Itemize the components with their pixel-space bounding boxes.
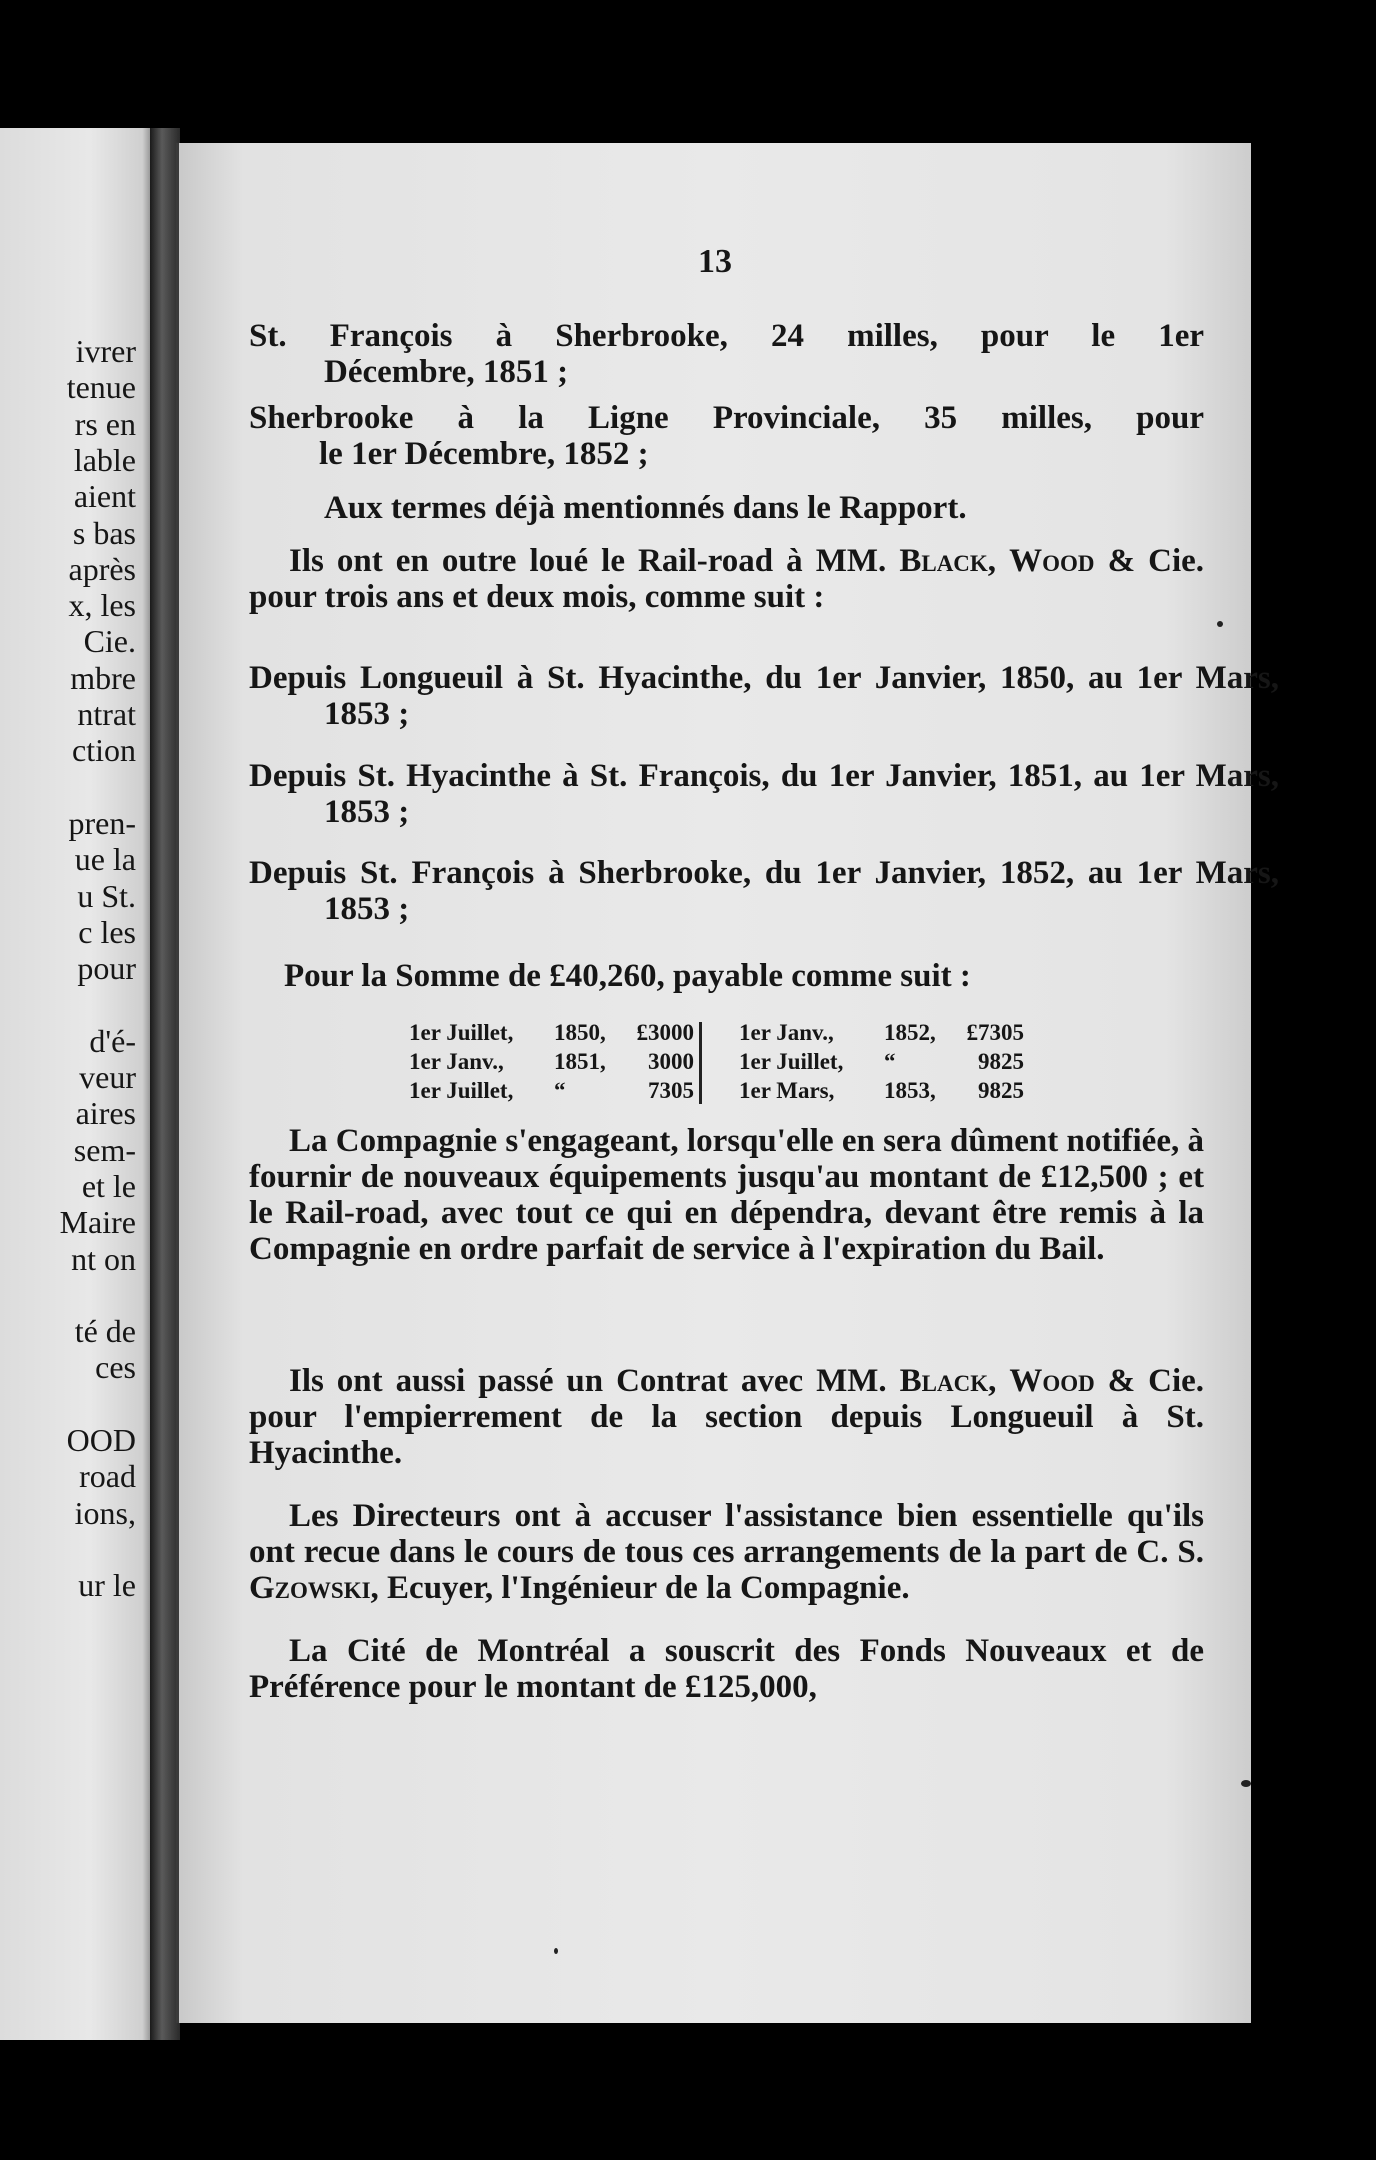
left-page-line: aires — [75, 1095, 136, 1132]
left-page-fragment — [0, 128, 150, 2040]
ink-speck — [1241, 1780, 1251, 1787]
left-page-line: ue la — [74, 841, 136, 878]
left-page-line: d'é- — [89, 1022, 136, 1059]
payment-date: 1er Mars, — [739, 1078, 835, 1103]
left-page-line: pour — [77, 950, 136, 987]
left-page-line: aient — [73, 478, 136, 515]
ink-speck — [554, 1948, 558, 1954]
paragraph-11-text-a: Les Directeurs ont à accuser l'assistance bien essentielle qu'ils ont recue dans le cours de tous ces arrangements de la part de C. S. — [249, 1498, 1204, 1570]
payment-row — [409, 1076, 694, 1105]
paragraph-6: Depuis St. Hyacinthe à St. François, du 1er Janvier, 1851, au 1er Mars, 1853 ; — [249, 758, 1279, 830]
payment-year: 1853, — [884, 1078, 936, 1103]
paragraph-4 — [249, 543, 1204, 615]
book-page — [176, 143, 1279, 2023]
paragraph-10-text-b: & Cie. pour l'empierrement de la section depuis Longueuil à St. Hyacinthe. — [249, 1363, 1205, 1471]
payment-divider — [699, 1022, 702, 1104]
paragraph-12: La Cité de Montréal a souscrit des Fonds Nouveaux et de Préférence pour le montant de £125,000, — [249, 1633, 1204, 1705]
left-page-line: nt on — [71, 1240, 136, 1277]
left-page-line: Cie. — [83, 623, 136, 660]
payment-date: 1er Janv., — [409, 1049, 504, 1074]
payment-row — [739, 1076, 1024, 1105]
left-page-line: ces — [95, 1349, 136, 1386]
name-wood: Wood — [1009, 543, 1095, 579]
payment-date: 1er Juillet, — [409, 1020, 514, 1045]
paragraph-1 — [249, 318, 1204, 390]
payment-year: “ — [554, 1078, 566, 1103]
payment-date: 1er Janv., — [739, 1020, 834, 1045]
paragraph-2-line-2: le 1er Décembre, 1852 ; — [319, 436, 649, 472]
paragraph-11-text-b: Ecuyer, l'Ingénieur de la Compagnie. — [378, 1570, 910, 1606]
left-page-line: s bas — [72, 514, 136, 551]
left-page-line: u St. — [77, 877, 136, 914]
left-page-line: pren- — [68, 804, 136, 841]
paragraph-4-text-a: Ils ont en outre loué le Rail-road à MM. — [289, 543, 900, 579]
paragraph-8: Pour la Somme de £40,260, payable comme suit : — [284, 958, 971, 994]
left-page-line: lable — [73, 441, 136, 478]
payment-amount: £7305 — [966, 1020, 1024, 1045]
payment-date: 1er Juillet, — [739, 1049, 844, 1074]
left-page-line: sem- — [73, 1131, 136, 1168]
paragraph-10-text-a: Ils ont aussi passé un Contrat avec MM. — [289, 1363, 900, 1399]
payment-row — [739, 1047, 1024, 1076]
page-number: 13 — [698, 243, 732, 280]
name-black: Black, — [899, 543, 997, 579]
paragraph-10 — [249, 1363, 1204, 1471]
payment-row — [739, 1018, 1024, 1047]
paragraph-5: Depuis Longueuil à St. Hyacinthe, du 1er Janvier, 1850, au 1er Mars, 1853 ; — [249, 660, 1279, 732]
paragraph-7: Depuis St. François à Sherbrooke, du 1er Janvier, 1852, au 1er Mars, 1853 ; — [249, 855, 1279, 927]
left-page-line: et le — [81, 1167, 136, 1204]
left-page-line: ntrat — [77, 696, 136, 732]
name-black-2: Black, — [899, 1363, 997, 1399]
payment-column-right — [739, 1018, 1024, 1105]
payment-amount: 3000 — [648, 1049, 694, 1074]
name-wood-2: Wood — [1009, 1363, 1095, 1399]
payment-year: 1851, — [554, 1049, 606, 1074]
paragraph-2 — [249, 400, 1204, 472]
left-page-line: OOD — [66, 1422, 136, 1458]
paragraph-9: La Compagnie s'engageant, lorsqu'elle en sera dûment notifiée, à fournir de nouveaux équipements jusqu'au montant de £12,500 ; et le Rail-road, avec tout ce qui en dépendra, devant être remis à la Compagnie en ordre parfait de service à l'expiration du Bail. — [249, 1123, 1204, 1267]
left-page-line: rs en — [74, 405, 136, 442]
left-page-line: mbre — [70, 659, 136, 696]
payment-row — [409, 1018, 694, 1047]
payment-year: 1850, — [554, 1020, 606, 1045]
left-page-line: ur le — [78, 1567, 136, 1604]
payment-amount: 9825 — [978, 1049, 1024, 1074]
left-page-line: ction — [72, 732, 136, 769]
payment-year: 1852, — [884, 1020, 936, 1045]
payment-amount: 7305 — [648, 1078, 694, 1103]
left-page-line: tenue — [66, 369, 136, 406]
left-page-line: té de — [74, 1313, 136, 1350]
paragraph-3: Aux termes déjà mentionnés dans le Rapport. — [324, 490, 967, 526]
paragraph-1-line-2: Décembre, 1851 ; — [324, 354, 569, 390]
left-page-line: road — [79, 1458, 136, 1495]
payment-date: 1er Juillet, — [409, 1078, 514, 1103]
left-page-line: après — [68, 550, 136, 587]
left-page-line: Maire — [59, 1204, 136, 1241]
paragraph-2-line-1: Sherbrooke à la Ligne Provinciale, 35 milles, pour — [249, 400, 1204, 436]
left-page-line: ivrer — [75, 333, 136, 369]
name-gzowski: Gzowski, — [249, 1570, 379, 1606]
left-page-line: c les — [78, 913, 136, 950]
payment-column-left — [409, 1018, 694, 1105]
left-page-line: ions, — [74, 1494, 136, 1531]
payment-amount: £3000 — [636, 1020, 694, 1045]
ink-speck — [1217, 621, 1223, 627]
left-page-line: veur — [79, 1059, 136, 1095]
paragraph-11 — [249, 1498, 1204, 1606]
paragraph-1-line-1: St. François à Sherbrooke, 24 milles, pour le 1er — [249, 318, 1204, 354]
payment-year: “ — [884, 1049, 896, 1074]
left-page-line: x, les — [68, 587, 136, 624]
payment-amount: 9825 — [978, 1078, 1024, 1103]
paragraph-4-text-b: & Cie. pour trois ans et deux mois, comme suit : — [249, 543, 1205, 615]
payment-row — [409, 1047, 694, 1076]
